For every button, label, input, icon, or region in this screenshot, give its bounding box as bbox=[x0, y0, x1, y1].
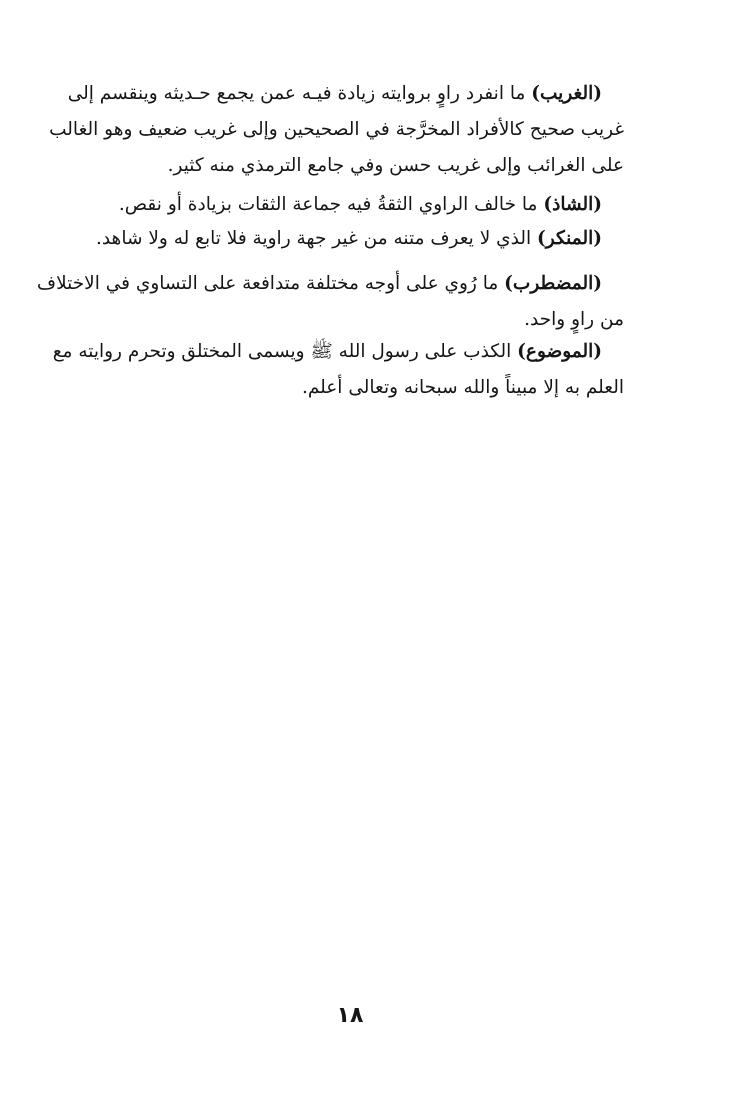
paragraph-line bbox=[116, 188, 624, 222]
definition-text: الذي لا يعرف متنه من غير جهة راوية فلا تابع له ولا شاهد. bbox=[95, 228, 537, 249]
paragraph-line bbox=[52, 334, 624, 370]
paragraph-mawdu bbox=[52, 334, 624, 406]
term-gharib: (الغريب) bbox=[531, 83, 602, 104]
paragraph-line: من راوٍ واحد. bbox=[524, 309, 624, 330]
paragraph-line bbox=[67, 76, 624, 112]
paragraph-line: العلم به إلا مبيناً والله سبحانه وتعالى أعلم. bbox=[301, 377, 624, 398]
paragraph-line: غريب صحيح كالأفراد المخرَّجة في الصحيحين وإلى غريب ضعيف وهو الغالب bbox=[49, 119, 624, 140]
paragraph-line: على الغرائب وإلى غريب حسن وفي جامع الترمذي منه كثير. bbox=[167, 155, 624, 176]
definition-text: ما رُوي على أوجه مختلفة متدافعة على التساوي في الاختلاف bbox=[36, 273, 505, 294]
definition-text: الكذب على رسول الله ﷺ ويسمى المختلق وتحرم روايته مع bbox=[52, 341, 518, 362]
term-munkar: (المنكر) bbox=[537, 228, 602, 249]
definition-text: ما خالف الراوي الثقةُ فيه جماعة الثقات بزيادة أو نقص. bbox=[118, 194, 544, 215]
paragraph-mudtarib bbox=[36, 266, 624, 338]
term-mawdu: (الموضوع) bbox=[517, 341, 602, 362]
paragraph-line bbox=[36, 266, 624, 302]
term-shadh: (الشاذ) bbox=[543, 194, 602, 215]
paragraph-line bbox=[95, 222, 624, 256]
paragraph-gharib bbox=[49, 76, 624, 184]
definition-text: ما انفرد راوٍ بروايته زيادة فيـه عمن يجمع حـديثه وينقسم إلى bbox=[67, 83, 532, 104]
term-mudtarib: (المضطرب) bbox=[504, 273, 602, 294]
page-number: ١٨ bbox=[336, 1003, 364, 1028]
paragraph-shadh-munkar bbox=[95, 188, 624, 256]
